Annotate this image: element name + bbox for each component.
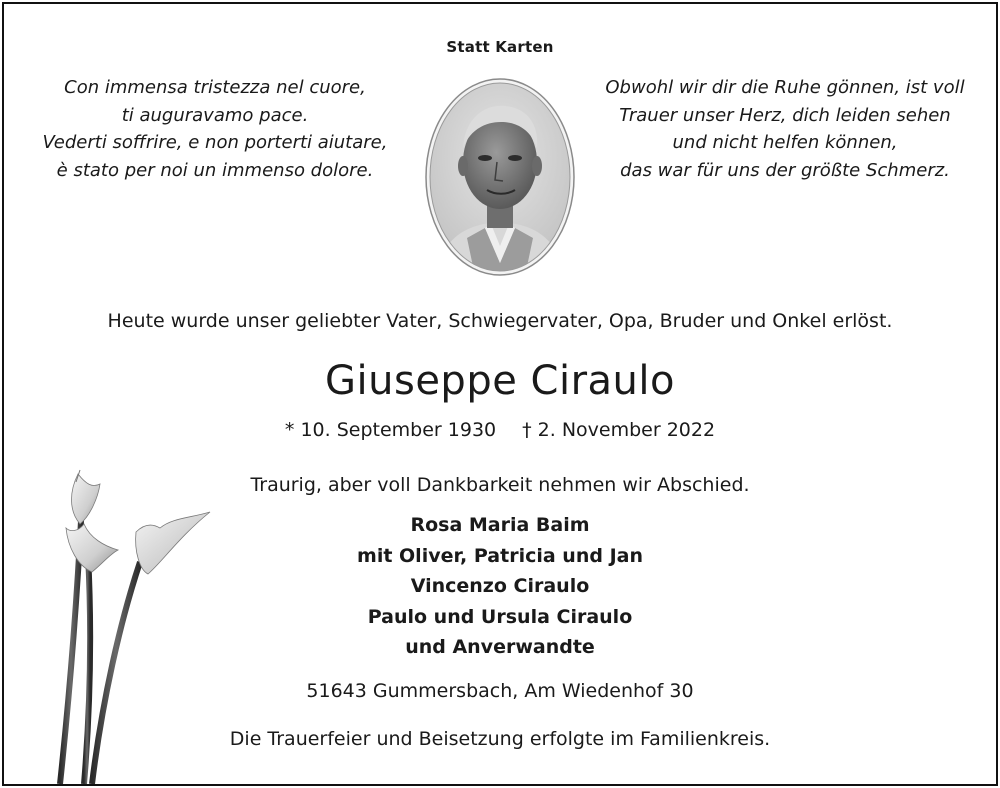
mourner-line: Rosa Maria Baim <box>410 514 590 536</box>
german-verse-line: das war für uns der größte Schmerz. <box>620 159 950 181</box>
calla-lilies-illustration <box>40 462 225 784</box>
deceased-name: Giuseppe Ciraulo <box>325 358 675 404</box>
death-date: † 2. November 2022 <box>522 419 716 441</box>
italian-verse <box>15 74 415 184</box>
ceremony-note: Die Trauerfeier und Beisetzung erfolgte im Familienkreis. <box>229 728 771 750</box>
italian-verse-line: è stato per noi un immenso dolore. <box>56 159 374 181</box>
mourner-line: mit Oliver, Patricia und Jan <box>357 544 643 567</box>
life-dates <box>0 419 1000 441</box>
portrait-photo <box>425 78 575 276</box>
german-verse-line: und nicht helfen können, <box>672 132 898 153</box>
mourner-line: und Anverwandte <box>405 636 595 658</box>
farewell-text: Traurig, aber voll Dankbarkeit nehmen wir Abschied. <box>250 474 750 496</box>
statt-karten-notice: Statt Karten <box>446 38 554 56</box>
german-verse-line: Trauer unser Herz, dich leiden sehen <box>619 104 951 126</box>
intro-text: Heute wurde unser geliebter Vater, Schwiegervater, Opa, Bruder und Onkel erlöst. <box>107 310 893 332</box>
mourner-line: Vincenzo Ciraulo <box>410 575 590 597</box>
birth-date: * 10. September 1930 <box>284 419 497 441</box>
german-verse <box>585 74 985 184</box>
portrait-image <box>425 78 575 276</box>
mourner-line: Paulo und Ursula Ciraulo <box>367 605 633 628</box>
italian-verse-line: Con immensa tristezza nel cuore, <box>64 77 366 98</box>
italian-verse-line: ti auguravamo pace. <box>121 104 309 126</box>
german-verse-line: Obwohl wir dir die Ruhe gönnen, ist voll <box>605 77 965 98</box>
address: 51643 Gummersbach, Am Wiedenhof 30 <box>306 680 694 702</box>
italian-verse-line: Vederti soffrire, e non porterti aiutare, <box>42 132 388 153</box>
